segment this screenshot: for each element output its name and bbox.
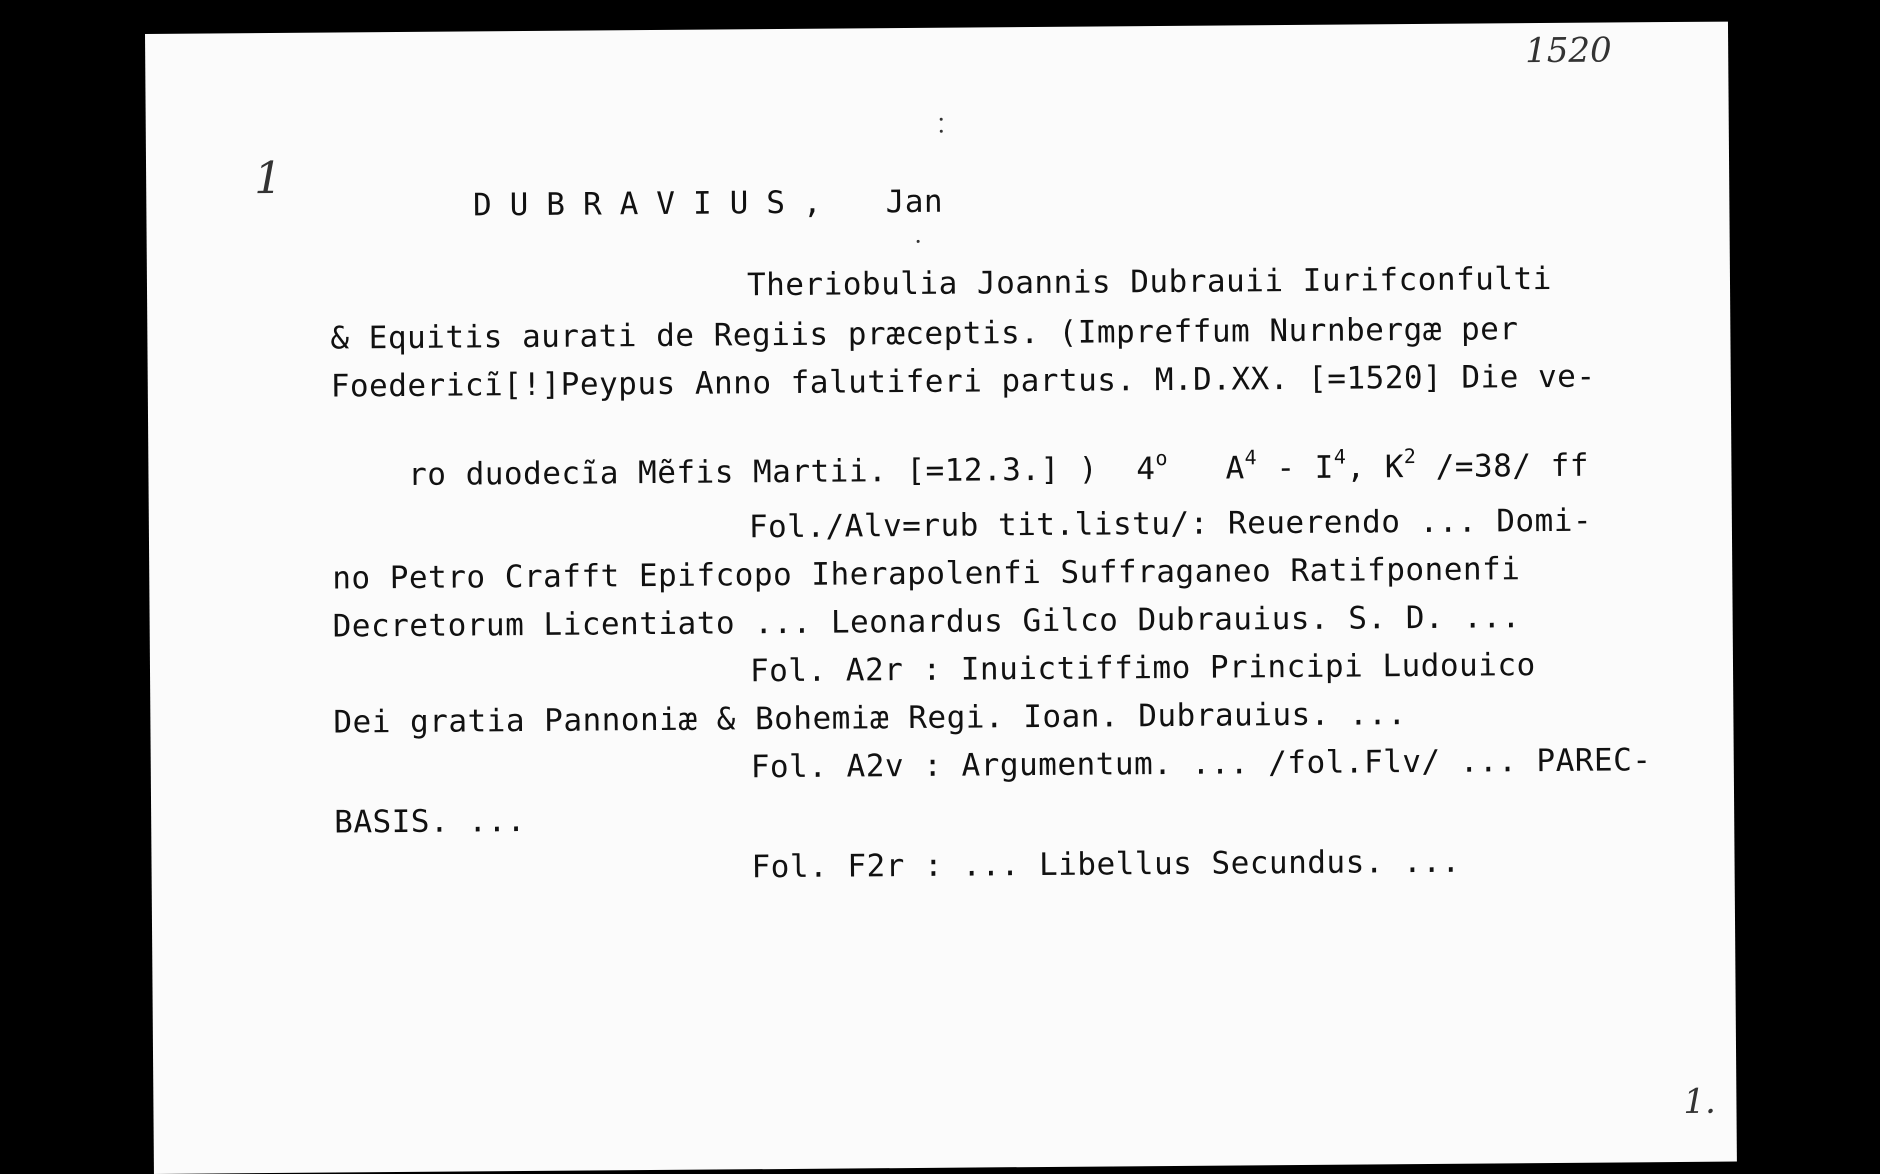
collation-k: , K (1346, 449, 1405, 486)
collation-i-exp: 4 (1333, 444, 1347, 469)
collation-a-exp: 4 (1244, 445, 1258, 470)
body-line-7: BASIS. ... (334, 803, 526, 841)
scan-speck (940, 118, 943, 121)
handwritten-page-number: 1. (1683, 1081, 1717, 1122)
body-line-3: Decretorum Licentiato ... Leonardus Gilco Dubrauius. S. D. ... (332, 599, 1521, 645)
body-line-8: Fol. F2r : ... Libellus Secundus. ... (751, 843, 1461, 886)
scan-speck (940, 130, 943, 133)
collation-leaves: /=38/ ff (1416, 447, 1590, 486)
title-line-2: & Equitis aurati de Regiis præceptis. (Impreffum Nurnbergæ per (330, 311, 1519, 357)
handwritten-marker: 1 (253, 152, 283, 205)
title-line-4-text: ro duodecĩa Mẽfis Martii. [=12.3.] ) 4 (407, 451, 1156, 493)
heading-author (326, 148, 944, 261)
body-line-4: Fol. A2r : Inuictiffimo Principi Ludouico (749, 647, 1536, 690)
body-line-6: Fol. A2v : Argumentum. ... /fol.Flv/ ... PAREC- (750, 742, 1652, 786)
title-line-1: Theriobulia Joannis Dubrauii Iurifconfulti (746, 260, 1552, 304)
collation-a: A (1167, 450, 1245, 487)
body-line-1: Fol./Alv=rub tit.listu/: Reuerendo ... Domi- (748, 502, 1593, 546)
collation-i: - I (1257, 449, 1335, 487)
format-degree: o (1155, 445, 1169, 471)
title-line-3: Foedericĩ[!]Peypus Anno falutiferi partus. M.D.XX. [=1520] Die ve- (330, 358, 1596, 405)
author-given-name: Jan (885, 183, 944, 221)
body-line-5: Dei gratia Pannoniæ & Bohemiæ Regi. Ioan. Dubrauius. ... (333, 696, 1407, 741)
author-surname: DUBRAVIUS, (472, 184, 840, 224)
body-line-2: no Petro Crafft Epifcopo Iherapolenfi Suffraganeo Ratifponenfi (332, 551, 1521, 597)
collation-k-exp: 2 (1403, 444, 1417, 469)
scan-speck (917, 240, 920, 243)
catalog-card (145, 22, 1737, 1174)
handwritten-year: 1520 (1525, 30, 1612, 72)
